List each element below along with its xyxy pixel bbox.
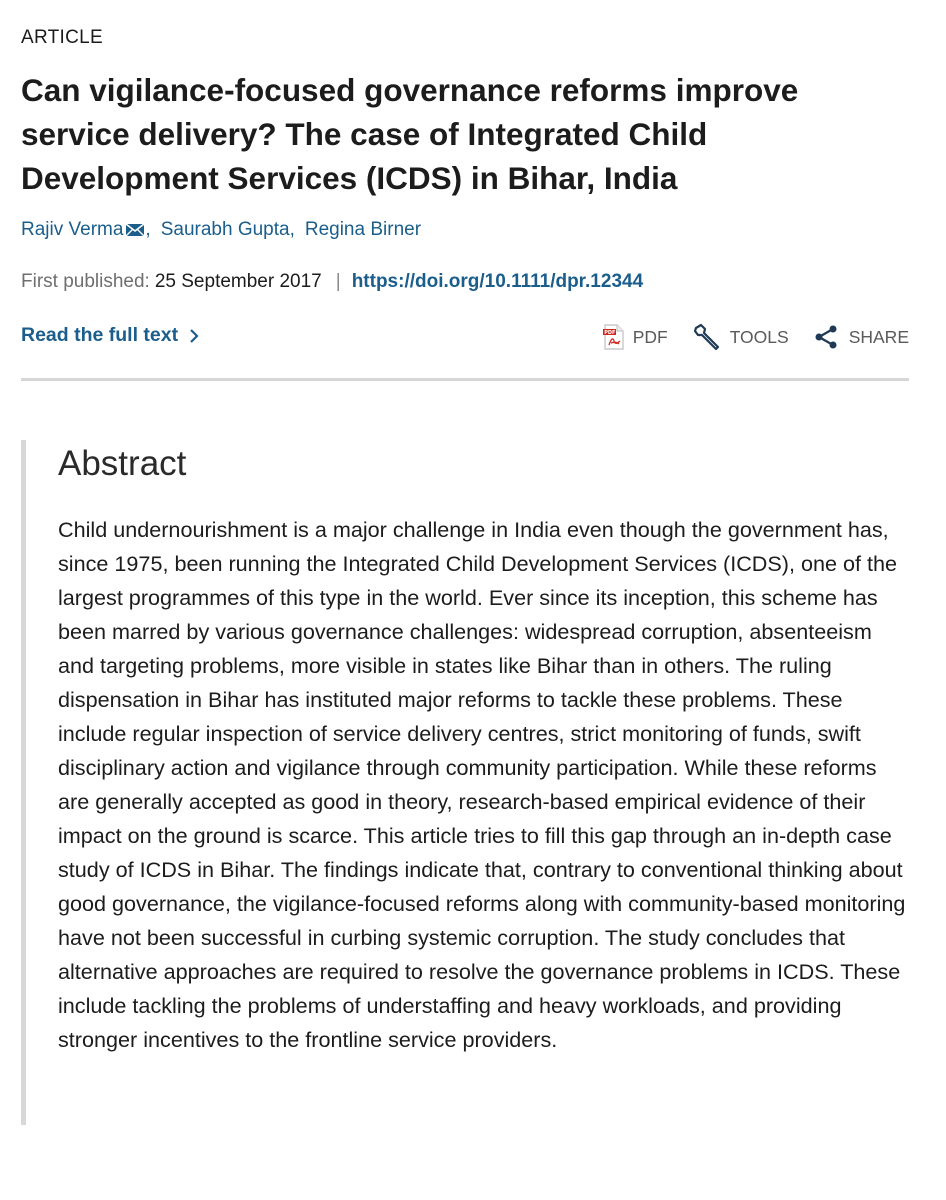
pdf-button[interactable] <box>603 323 668 351</box>
share-button[interactable] <box>813 323 909 351</box>
author-separator: , <box>289 219 295 240</box>
tools-label: TOOLS <box>729 326 789 347</box>
author-separator: , <box>145 219 151 240</box>
read-full-text-label: Read the full text <box>21 324 179 346</box>
publication-info <box>21 271 643 293</box>
abstract-section <box>21 440 909 1125</box>
pub-separator: | <box>335 271 341 292</box>
author-link-saurabh-gupta[interactable]: Saurabh Gupta <box>160 219 290 240</box>
chevron-right-icon <box>188 328 200 344</box>
first-published-date: 25 September 2017 <box>154 271 322 292</box>
article-toolbar <box>603 322 909 352</box>
tools-button[interactable] <box>692 322 789 352</box>
section-divider <box>21 378 909 381</box>
read-full-text-link[interactable] <box>21 324 200 347</box>
pdf-icon <box>603 323 625 351</box>
share-label: SHARE <box>848 326 909 347</box>
envelope-icon[interactable] <box>125 223 145 237</box>
author-list <box>21 219 421 241</box>
abstract-body: Child undernourishment is a major challenge in India even though the government has, since 1975, been running the Integrated Child Development Services (ICDS), one of the largest programmes of this type in the world. Ever since its inception, this scheme has been marred by various governance challenges: widespread corruption, absenteeism and targeting problems, more visible in states like Bihar than in others. The ruling dispensation in Bihar has instituted major reforms to tackle these problems. These include regular inspection of service delivery centres, strict monitoring of funds, swift disciplinary action and vigilance through community participation. While these reforms are generally accepted as good in theory, research-based empirical evidence of their impact on the ground is scarce. This article tries to fill this gap through an in-depth case study of ICDS in Bihar. The findings indicate that, contrary to conventional thinking about good governance, the vigilance-focused reforms along with community-based monitoring have not been successful in curbing systemic corruption. The study concludes that alternative approaches are required to resolve the governance problems in ICDS. These include tackling the problems of understaffing and heavy workloads, and providing stronger incentives to the frontline service providers. <box>58 517 906 1052</box>
author-link-rajiv-verma[interactable]: Rajiv Verma <box>21 219 124 240</box>
abstract-heading: Abstract <box>58 444 187 483</box>
author-link-regina-birner[interactable]: Regina Birner <box>304 219 422 240</box>
share-icon <box>813 323 841 351</box>
svg-text:PDF: PDF <box>603 330 616 336</box>
wrench-icon <box>692 322 722 352</box>
pdf-label: PDF <box>632 326 668 347</box>
first-published-label: First published: <box>21 271 150 292</box>
doi-link[interactable]: https://doi.org/10.1111/dpr.12344 <box>351 271 644 292</box>
article-title: Can vigilance-focused governance reforms improve service delivery? The case of Integrated Child Development Services (ICDS) in Bihar, India <box>21 72 799 196</box>
article-type-label: ARTICLE <box>21 27 103 48</box>
